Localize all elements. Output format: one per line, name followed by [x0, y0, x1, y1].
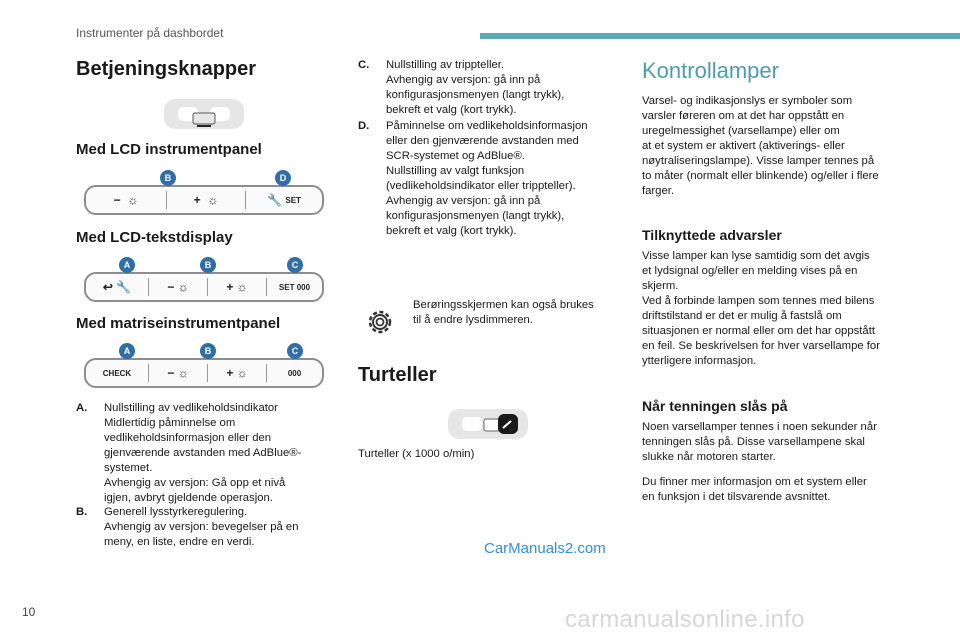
- callout-badge-c: C: [287, 343, 303, 359]
- sun-icon: ☼: [177, 366, 189, 380]
- sun-icon: ☼: [177, 280, 189, 294]
- item-text: Nullstilling av trippteller. Avhengig av versjon: gå inn på konfigurasjonsmenyen (langt trykk), bekreft et valg (kort trykk).: [386, 59, 565, 116]
- wrench-icon: 🔧: [267, 193, 283, 207]
- gauge-illustration-icon: [164, 99, 244, 129]
- sun-icon: ☼: [236, 280, 248, 294]
- intro-paragraph: Varsel- og indikasjonslys er symboler som varsler føreren om at det har oppstått en uregelmessighet (varsellampe) eller om at et system er aktivert (aktiverings- eller nøytraliseringslampe). Visse lamper tennes på to måter (normalt eller blinkende) og/eller i flere farger.: [642, 95, 879, 197]
- callout-badge-c: C: [287, 257, 303, 273]
- kontrollamper-title: Kontrollamper: [642, 58, 779, 83]
- list-item: [358, 119, 618, 244]
- callout-badge-a: A: [119, 257, 135, 273]
- callout-badge-b: B: [200, 343, 216, 359]
- ignition-title: Når tenningen slås på: [642, 398, 788, 414]
- item-label: D.: [358, 120, 370, 132]
- sun-icon: ☼: [127, 193, 139, 207]
- item-text: Påminnelse om vedlikeholdsinformasjon eller den gjenværende avstanden med SCR-systemet og AdBlue®. Nullstilling av valgt funksjon (vedlikeholdsindikator eller trippteller). Avhengig av versjon: gå inn på konfigurasjonsmenyen (langt trykk), bekreft et valg (kort trykk).: [386, 120, 588, 237]
- callout-badge-b: B: [200, 257, 216, 273]
- item-text: Nullstilling av vedlikeholdsindikator Midlertidig påminnelse om vedlikeholdsinformasjon eller den gjenværende avstanden med AdBlue®- systemet. Avhengig av versjon: Gå opp et nivå igjen, avbryt gjeldende operasjon.: [104, 402, 302, 504]
- lcd-text-buttons: [84, 272, 324, 302]
- minus-icon: −: [113, 193, 121, 207]
- subsection-title-lcd-text: Med LCD-tekstdisplay: [76, 229, 233, 246]
- more-info-paragraph: Du finner mer informasjon om et system eller en funksjon i det tilsvarende avsnittet.: [642, 476, 867, 503]
- zero-label: 000: [287, 368, 302, 378]
- check-label: CHECK: [102, 368, 132, 378]
- set-label: SET: [285, 195, 301, 205]
- lcd-panel-buttons: [84, 185, 324, 215]
- list-item: [76, 401, 336, 511]
- subsection-title-matrix: Med matriseinstrumentpanel: [76, 315, 281, 332]
- gear-icon: [365, 307, 395, 337]
- check-button[interactable]: [86, 360, 148, 386]
- brightness-minus-button[interactable]: [149, 360, 207, 386]
- note-text: Berøringsskjermen kan også brukes til å endre lysdimmeren.: [413, 299, 594, 326]
- matrix-panel-buttons: [84, 358, 324, 388]
- sun-icon: ☼: [207, 193, 219, 207]
- page-number: 10: [22, 605, 36, 619]
- item-label: B.: [76, 506, 88, 518]
- footer-url[interactable]: carmanualsonline.info: [565, 606, 805, 633]
- plus-icon: +: [193, 193, 201, 207]
- reset-button[interactable]: [267, 360, 322, 386]
- warnings-title: Tilknyttede advarsler: [642, 227, 782, 243]
- plus-icon: +: [226, 280, 234, 294]
- brightness-minus-button[interactable]: [149, 274, 207, 300]
- list-item: [358, 58, 618, 120]
- warnings-paragraph: Visse lamper kan lyse samtidig som det avgis et lydsignal og/eller en melding vises på en skjerm. Ved å forbinde lampen som tennes med bilens driftstilstand er det er mulig å fastslå om situasjonen er normal eller om det har oppstått en feil. Se beskrivelsen for hver varsellampe for ytterligere informasjon.: [642, 250, 880, 367]
- plus-icon: +: [226, 366, 234, 380]
- callout-badge-a: A: [119, 343, 135, 359]
- turteller-caption: Turteller (x 1000 o/min): [358, 448, 475, 460]
- set-button[interactable]: [267, 274, 322, 300]
- callout-badge-b: B: [160, 170, 176, 186]
- return-arrow-icon: ↩: [102, 280, 113, 294]
- item-label: A.: [76, 402, 88, 414]
- item-text: Generell lysstyrkeregulering. Avhengig av versjon: bevegelser på en meny, en liste, endre en verdi.: [104, 506, 299, 548]
- section-title: Betjeningsknapper: [76, 58, 257, 80]
- brightness-plus-button[interactable]: [167, 187, 245, 213]
- minus-icon: −: [167, 280, 175, 294]
- minus-icon: −: [167, 366, 175, 380]
- callout-badge-d: D: [275, 170, 291, 186]
- header-accent-bar: [480, 33, 960, 39]
- brightness-plus-button[interactable]: [208, 360, 266, 386]
- brightness-plus-button[interactable]: [208, 274, 266, 300]
- list-item: [76, 505, 336, 555]
- sun-icon: ☼: [236, 366, 248, 380]
- back-button[interactable]: [86, 274, 148, 300]
- set-label: SET 000: [278, 282, 311, 292]
- turteller-title: Turteller: [358, 364, 437, 386]
- brightness-minus-button[interactable]: [86, 187, 166, 213]
- item-label: C.: [358, 59, 370, 71]
- wrench-icon: 🔧: [116, 280, 132, 294]
- ignition-paragraph: Noen varsellamper tennes i noen sekunder når tenningen slås på. Disse varsellampene skal slukke når motoren starter.: [642, 421, 877, 463]
- tachometer-illustration-icon: [448, 409, 528, 439]
- running-header: Instrumenter på dashbordet: [76, 26, 224, 40]
- subsection-title-lcd-panel: Med LCD instrumentpanel: [76, 141, 262, 158]
- watermark-link[interactable]: CarManuals2.com: [484, 540, 606, 557]
- set-button[interactable]: [246, 187, 322, 213]
